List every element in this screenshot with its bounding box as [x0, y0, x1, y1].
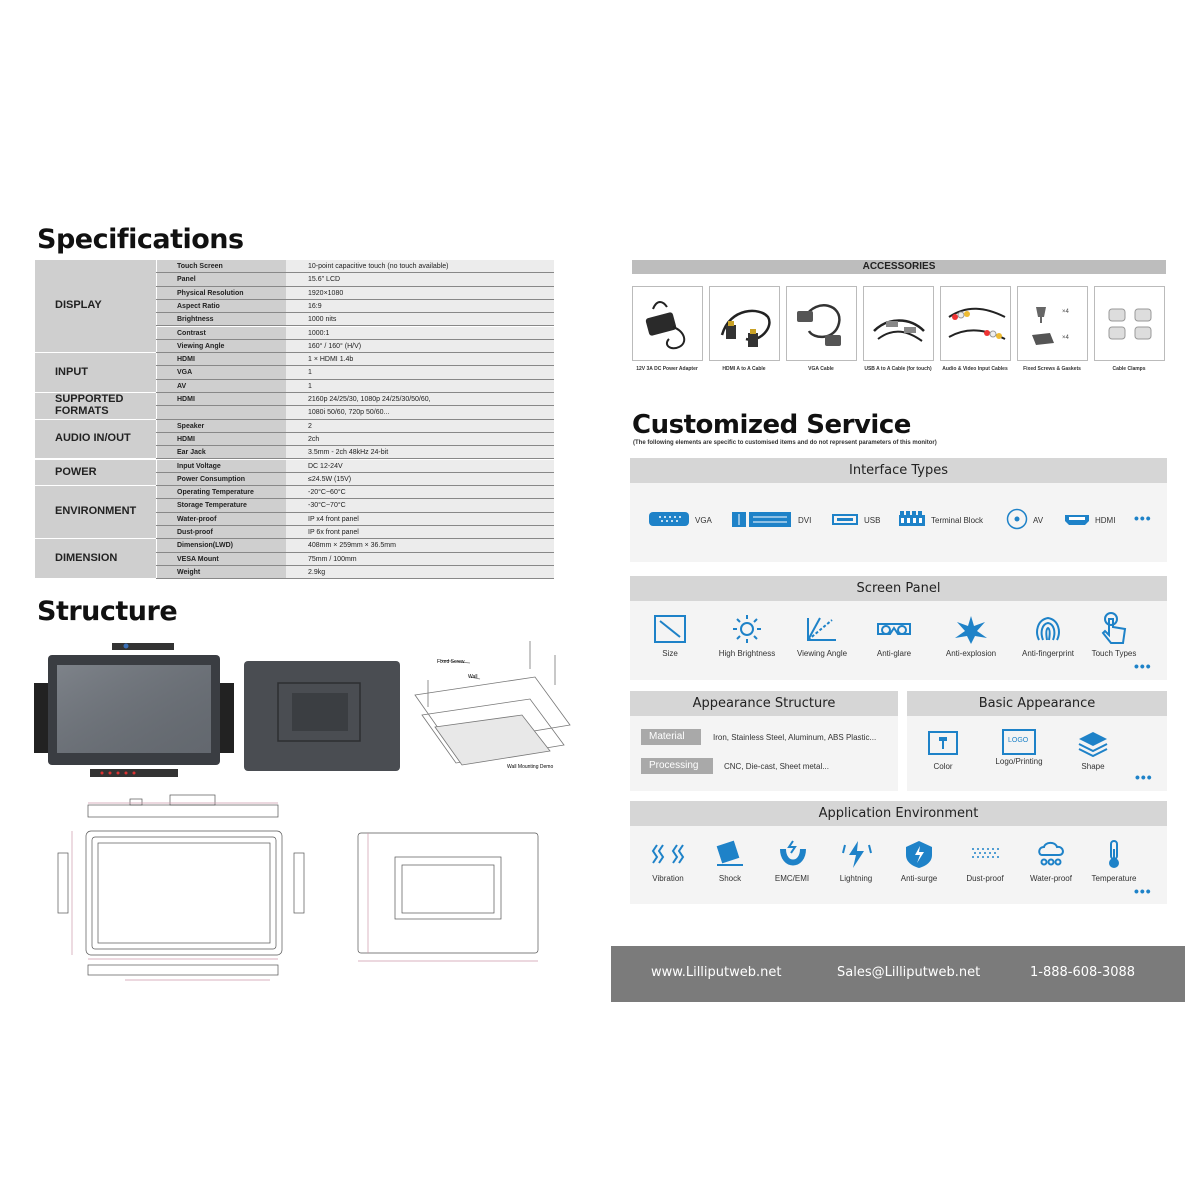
spec-value: IP x4 front panel [286, 513, 554, 525]
screen-item-anti-explosion [940, 614, 1002, 658]
spec-value: 1000:1 [286, 327, 554, 339]
fingerprint-icon [1031, 614, 1065, 644]
basic-item-logo [989, 729, 1049, 766]
customized-service-title: Customized Service [632, 410, 911, 440]
screen-label-anti-glare: Anti-glare [876, 649, 912, 658]
logo-icon-text: LOGO [1008, 737, 1029, 744]
spec-group [35, 353, 554, 393]
material-value: Iron, Stainless Steel, Aluminum, ABS Plastic... [713, 733, 877, 742]
screen-label-size: Size [662, 649, 678, 658]
gaskets-quantity: ×4 [1062, 335, 1069, 341]
cable-clamp-icon [1095, 287, 1166, 362]
spec-row [156, 287, 554, 300]
spec-group-label: POWER [35, 460, 156, 487]
footer-website-link[interactable]: www.Lilliputweb.net [651, 965, 782, 980]
env-label-vibration: Vibration [652, 874, 684, 883]
spec-key: Panel [156, 273, 286, 285]
basic-label-logo-printing: Logo/Printing [995, 757, 1043, 766]
spec-key: Input Voltage [156, 460, 286, 472]
spec-value: DC 12-24V [286, 460, 554, 472]
spec-value: 1920×1080 [286, 287, 554, 299]
accessory-caption: USB A to A Cable (for touch) [864, 366, 932, 372]
spec-row [156, 406, 554, 419]
spec-group [35, 260, 554, 353]
screen-label-touch-types: Touch Types [1091, 649, 1137, 658]
accessory-cable-clamps [1094, 286, 1165, 361]
accessory-vga-cable [786, 286, 857, 361]
screen-label-high-brightness: High Brightness [718, 649, 776, 658]
basic-more-dots: ••• [1135, 769, 1153, 785]
env-item-vibration [642, 839, 694, 883]
spec-group [35, 420, 554, 460]
spec-value: 2160p 24/25/30, 1080p 24/25/30/50/60, [286, 393, 554, 405]
spec-row [156, 393, 554, 406]
water-icon [1034, 839, 1068, 869]
interface-types-panel [630, 458, 1167, 562]
shape-icon [1076, 729, 1110, 757]
spec-row [156, 353, 554, 366]
screen-item-anti-fingerprint [1016, 614, 1080, 658]
spec-group [35, 486, 554, 539]
dvi-port-icon [731, 511, 793, 528]
basic-item-shape [1071, 729, 1115, 771]
wall-label: Wall [468, 674, 478, 680]
vga-cable-icon [787, 287, 858, 362]
touch-icon [1099, 611, 1129, 644]
av-port-icon [1006, 508, 1028, 530]
screen-item-viewing-angle [790, 614, 854, 658]
footer-email-link[interactable]: Sales@Lilliputweb.net [837, 965, 981, 980]
spec-value: 15.6" LCD [286, 273, 554, 285]
spec-value: -30°C~70°C [286, 499, 554, 511]
accessory-caption: Audio & Video Input Cables [942, 366, 1008, 372]
env-item-anti-surge [894, 839, 944, 883]
front-view-drawing [34, 643, 234, 777]
spec-key: Viewing Angle [156, 340, 286, 352]
spec-row [156, 433, 554, 446]
accessory-power-adapter [632, 286, 703, 361]
structure-drawings [30, 635, 590, 1000]
interface-label-usb: USB [864, 516, 881, 525]
spec-row [156, 566, 554, 579]
env-item-shock [706, 837, 754, 883]
magnet-icon [775, 839, 809, 869]
spec-value: 75mm / 100mm [286, 553, 554, 565]
usb-cable-icon [864, 287, 935, 362]
color-icon [926, 729, 960, 757]
spec-row [156, 313, 554, 326]
spec-value: 2 [286, 420, 554, 432]
vibration-icon [651, 839, 685, 869]
spec-row [156, 473, 554, 486]
env-label-lightning: Lightning [839, 874, 873, 883]
shock-icon [713, 837, 747, 869]
spec-key: Weight [156, 566, 286, 578]
spec-key: Ear Jack [156, 446, 286, 458]
interface-label-hdmi: HDMI [1095, 516, 1116, 525]
hdmi-port-icon [1064, 514, 1090, 526]
footer-phone-link[interactable]: 1-888-608-3088 [1030, 965, 1136, 980]
spec-group-label: DIMENSION [35, 539, 156, 579]
env-label-temperature: Temperature [1091, 874, 1137, 883]
hdmi-cable-icon [710, 287, 781, 362]
basic-item-color [921, 729, 965, 771]
spec-value: 16:9 [286, 300, 554, 312]
interface-label-terminal-block: Terminal Block [931, 516, 984, 525]
spec-row [156, 539, 554, 552]
spec-row [156, 340, 554, 353]
screw-icon [1018, 287, 1089, 362]
spec-key: HDMI [156, 353, 286, 365]
screen-item-touch-types [1086, 611, 1142, 658]
viewing-angle-icon [802, 614, 842, 644]
spec-value: 1080i 50/60, 720p 50/60... [286, 406, 554, 418]
av-cable-icon [941, 287, 1012, 362]
spec-value: 3.5mm - 2ch 48kHz 24-bit [286, 446, 554, 458]
brightness-icon [730, 614, 764, 644]
env-item-water-proof [1024, 839, 1078, 883]
screen-panel-title: Screen Panel [630, 576, 1167, 601]
spec-value: ≤24.5W (15V) [286, 473, 554, 485]
spec-row [156, 526, 554, 539]
spec-value: 1 [286, 380, 554, 392]
spec-group-label: INPUT [35, 353, 156, 393]
surge-icon [902, 839, 936, 869]
env-label-dust-proof: Dust-proof [966, 874, 1004, 883]
spec-key: Physical Resolution [156, 287, 286, 299]
spec-row [156, 327, 554, 340]
spec-value: IP 6x front panel [286, 526, 554, 538]
env-label-water-proof: Water-proof [1030, 874, 1072, 883]
env-item-temperature [1088, 839, 1140, 883]
accessory-av-cables [940, 286, 1011, 361]
basic-appearance-title: Basic Appearance [907, 691, 1167, 716]
spec-group-label: DISPLAY [35, 260, 156, 353]
appearance-structure-panel [630, 691, 898, 791]
spec-key: Dimension(LWD) [156, 539, 286, 551]
spec-key: HDMI [156, 393, 286, 405]
vga-port-icon [648, 511, 690, 527]
application-environment-panel [630, 801, 1167, 904]
spec-group [35, 539, 554, 579]
basic-label-shape: Shape [1081, 762, 1105, 771]
power-adapter-icon [633, 287, 704, 362]
screen-item-high-brightness [714, 614, 780, 658]
spec-key: Touch Screen [156, 260, 286, 272]
material-tag: Material [641, 729, 701, 745]
spec-group [35, 393, 554, 420]
spec-key: VESA Mount [156, 553, 286, 565]
fixed-screw-label: Fixed Screw [437, 659, 465, 665]
contact-footer [611, 946, 1185, 1002]
spec-key: HDMI [156, 433, 286, 445]
processing-value: CNC, Die-cast, Sheet metal... [724, 762, 829, 771]
env-label-shock: Shock [718, 874, 742, 883]
interface-types-title: Interface Types [630, 458, 1167, 483]
accessory-caption: HDMI A to A Cable [722, 366, 766, 372]
spec-key: AV [156, 380, 286, 392]
spec-row [156, 460, 554, 473]
spec-key: Aspect Ratio [156, 300, 286, 312]
spec-value: 10-point capacitive touch (no touch available) [286, 260, 554, 272]
structure-title: Structure [37, 596, 178, 627]
env-item-emc-emi [768, 839, 816, 883]
interface-label-av: AV [1033, 516, 1044, 525]
spec-row [156, 486, 554, 499]
spec-key: Dust-proof [156, 526, 286, 538]
spec-row [156, 446, 554, 459]
processing-tag: Processing [641, 758, 713, 774]
spec-value: 408mm × 259mm × 36.5mm [286, 539, 554, 551]
env-item-lightning [832, 839, 880, 883]
spec-key: Contrast [156, 327, 286, 339]
anti-explosion-icon [951, 614, 991, 644]
spec-key: Brightness [156, 313, 286, 325]
spec-value: 1000 nits [286, 313, 554, 325]
screen-label-anti-fingerprint: Anti-fingerprint [1021, 649, 1075, 658]
spec-row [156, 273, 554, 286]
accessory-caption: Fixed Screws & Gaskets [1023, 366, 1081, 372]
dust-icon [968, 839, 1002, 869]
env-label-emc-emi: EMC/EMI [774, 874, 810, 883]
specifications-title: Specifications [37, 224, 244, 255]
spec-row [156, 380, 554, 393]
terminal-block-icon [898, 511, 926, 527]
spec-value: 1 [286, 366, 554, 378]
accessory-caption: VGA Cable [808, 366, 834, 372]
spec-row [156, 420, 554, 433]
spec-row [156, 553, 554, 566]
accessory-caption: Cable Clamps [1112, 366, 1146, 372]
spec-value: 1 × HDMI 1.4b [286, 353, 554, 365]
basic-appearance-panel [907, 691, 1167, 791]
screen-label-anti-explosion: Anti-explosion [945, 649, 997, 658]
interface-label-dvi: DVI [798, 516, 812, 525]
interface-label-vga: VGA [695, 516, 712, 525]
spec-value: 160° / 160° (H/V) [286, 340, 554, 352]
lightning-icon [839, 839, 873, 869]
spec-row [156, 300, 554, 313]
screen-item-anti-glare [866, 614, 922, 658]
accessory-fixed-screws [1017, 286, 1088, 361]
dimension-drawings [58, 795, 538, 980]
spec-row [156, 260, 554, 273]
accessories-header: ACCESSORIES [632, 260, 1166, 274]
spec-row [156, 499, 554, 512]
usb-port-icon [832, 514, 858, 525]
screen-item-size [640, 614, 700, 658]
spec-value: 2.9kg [286, 566, 554, 578]
screen-panel-panel [630, 576, 1167, 680]
accessory-usb-cable [863, 286, 934, 361]
spec-group-label: AUDIO IN/OUT [35, 420, 156, 460]
specifications-table [35, 260, 554, 582]
anti-glare-icon [874, 614, 914, 644]
logo-icon [1002, 729, 1036, 755]
spec-key: Operating Temperature [156, 486, 286, 498]
rear-view-drawing [244, 661, 400, 771]
interface-more-dots: ••• [1134, 510, 1152, 526]
spec-key: Power Consumption [156, 473, 286, 485]
spec-key: VGA [156, 366, 286, 378]
thermometer-icon [1097, 839, 1131, 869]
customized-service-note: (The following elements are specific to customised items and do not represent parameters of this monitor) [633, 440, 937, 446]
spec-key: Water-proof [156, 513, 286, 525]
appearance-structure-title: Appearance Structure [630, 691, 898, 716]
spec-row [156, 513, 554, 526]
spec-row [156, 366, 554, 379]
accessory-hdmi-cable [709, 286, 780, 361]
basic-label-color: Color [933, 762, 953, 771]
size-icon [653, 614, 687, 644]
env-item-dust-proof [960, 839, 1010, 883]
application-environment-title: Application Environment [630, 801, 1167, 826]
wall-mounting-demo-label: Wall Mounting Demo [507, 764, 554, 770]
screws-quantity: ×4 [1062, 309, 1069, 315]
env-more-dots: ••• [1134, 883, 1152, 899]
spec-group [35, 460, 554, 487]
spec-value: 2ch [286, 433, 554, 445]
screen-label-viewing-angle: Viewing Angle [796, 649, 848, 658]
screen-more-dots: ••• [1134, 658, 1152, 674]
spec-group-label: ENVIRONMENT [35, 486, 156, 539]
env-label-anti-surge: Anti-surge [900, 874, 938, 883]
spec-value: -20°C~60°C [286, 486, 554, 498]
spec-key [156, 406, 286, 418]
spec-key: Speaker [156, 420, 286, 432]
spec-group-label: SUPPORTED FORMATS [35, 393, 156, 420]
accessory-caption: 12V 3A DC Power Adapter [636, 366, 698, 372]
spec-key: Storage Temperature [156, 499, 286, 511]
